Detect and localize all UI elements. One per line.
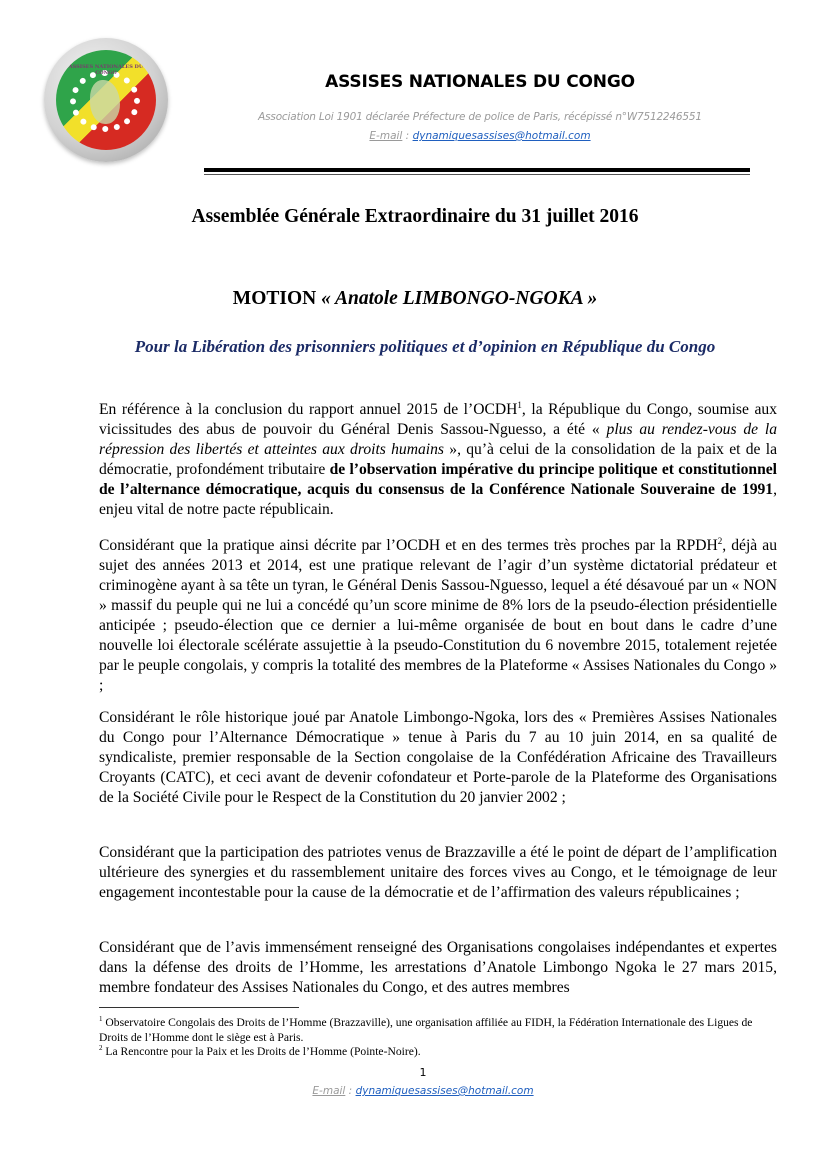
motion-name: « Anatole LIMBONGO-NGOKA »: [321, 288, 598, 309]
p2-text-a: Considérant que la pratique ainsi décrite par l’OCDH et en des termes très proches par la RPDH: [99, 537, 718, 554]
footnote-text: Observatoire Congolais des Droits de l’Homme (Brazzaville), une organisation affiliée au FIDH, la Fédération Internationale des Ligues de Droits de l’Homme dont le siège est à Paris.: [99, 1016, 753, 1044]
header-email-link[interactable]: dynamiquesassises@hotmail.com: [412, 130, 591, 142]
p1-text-a: En référence à la conclusion du rapport annuel 2015 de l’OCDH: [99, 401, 518, 418]
footnote-text: La Rencontre pour la Paix et les Droits de l’Homme (Pointe-Noire).: [102, 1045, 421, 1058]
header-divider-thin: [204, 174, 750, 175]
page-number: 1: [419, 1066, 427, 1079]
organization-title: ASSISES NATIONALES DU CONGO: [325, 72, 635, 92]
p1-emphasis: de l’observation impérative du principe politique et constitutionnel de l’alternance démocratique, acquis du consensus de la Conférence Nationale Souveraine de 1991: [99, 461, 778, 498]
p2-text-b: , déjà au sujet des années 2013 et 2014, est une pratique relevant de l’agir d’un système dictatorial prédateur et criminogène ayant à sa tête un tyran, le Général Denis Sassou-Nguesso, lequel a été désavoué par un « NON » massif du peuple qui ne lui a concédé qu’un score minime de 8% lors de la pseudo-élection présidentielle anticipée ; pseudo-élection que ce dernier a lui-même organisée de bout en bout dans le cadre d’une nouvelle loi électorale scélérate assujettie à la pseudo-Constitution du 6 novembre 2015, totalement rejetée par le peuple congolais, y compris la totalité des membres de la Plateforme « Assises Nationales du Congo » ;: [99, 537, 777, 694]
organization-logo: [44, 38, 168, 162]
people-circle-icon: [70, 70, 140, 132]
p1-text-b: , la République du Congo, soumise aux vicissitudes des abus de pouvoir du Général Denis Sassou-Nguesso, a été «: [99, 401, 777, 438]
footnote-number: 1: [99, 1015, 103, 1024]
footnote-2: [99, 1045, 779, 1060]
footnote-separator: [99, 1007, 299, 1008]
paragraph-4: Considérant que la participation des patriotes venus de Brazzaville a été le point de départ de l’amplification ultérieure des synergies et du rassemblement unitaire des forces vives au Congo, et le témoignage de leur engagement incontestable pour la cause de la démocratie et de l’affirmation des valeurs républicaines ;: [99, 844, 777, 901]
email-label: E-mail: [312, 1085, 346, 1097]
assembly-title: Assemblée Générale Extraordinaire du 31 juillet 2016: [191, 206, 639, 227]
email-separator: :: [345, 1085, 356, 1097]
footer-email-link[interactable]: dynamiquesassises@hotmail.com: [355, 1085, 534, 1097]
footer-email-line: [200, 1085, 646, 1097]
flag-emblem: [56, 50, 156, 150]
p1-quote: plus au rendez-vous de la répression des libertés et atteintes aux droits humains: [99, 421, 777, 458]
logo-text: ASSISES NATIONALES DU CONGO: [68, 64, 144, 76]
footnotes: [99, 1016, 779, 1060]
paragraph-1: [99, 400, 777, 520]
motion-prefix: MOTION: [232, 288, 322, 309]
motion-subtitle: Pour la Libération des prisonniers politiques et d’opinion en République du Congo: [134, 337, 716, 356]
motion-title: [90, 288, 740, 310]
paragraph-2: [99, 536, 777, 696]
footnote-ref-1[interactable]: 1: [517, 399, 522, 410]
p1-text-c: », qu’à celui de la consolidation de la paix et de la démocratie, profondément tributaire: [99, 441, 777, 478]
p1-text-d: , enjeu vital de notre pacte républicain.: [99, 481, 777, 518]
header-divider-thick: [204, 168, 750, 172]
organization-registration: Association Loi 1901 déclarée Préfecture de police de Paris, récépissé n°W7512246551: [258, 111, 702, 123]
header-email-line: [200, 130, 760, 142]
footnote-number: 2: [99, 1044, 103, 1053]
footnote-1: [99, 1016, 779, 1045]
paragraph-3: Considérant le rôle historique joué par Anatole Limbongo-Ngoka, lors des « Premières Assises Nationales du Congo pour l’Alternance Démocratique » tenue à Paris du 7 au 10 juin 2014, en sa qualité de syndicaliste, premier responsable de la Section congolaise de la Confédération Africaine des Travailleurs Croyants (CATC), et ceci avant de devenir cofondateur et Porte-parole de la Plateforme des Organisations de la Société Civile pour le Respect de la Constitution du 20 janvier 2002 ;: [99, 709, 777, 806]
email-separator: :: [402, 130, 413, 142]
paragraph-5: Considérant que de l’avis immensément renseigné des Organisations congolaises indépendantes et expertes dans la défense des droits de l’Homme, les arrestations d’Anatole Limbongo Ngoka le 27 mars 2015, membre fondateur des Assises Nationales du Congo, et des autres membres: [99, 939, 777, 996]
email-label: E-mail: [369, 130, 403, 142]
footnote-ref-2[interactable]: 2: [717, 535, 723, 546]
